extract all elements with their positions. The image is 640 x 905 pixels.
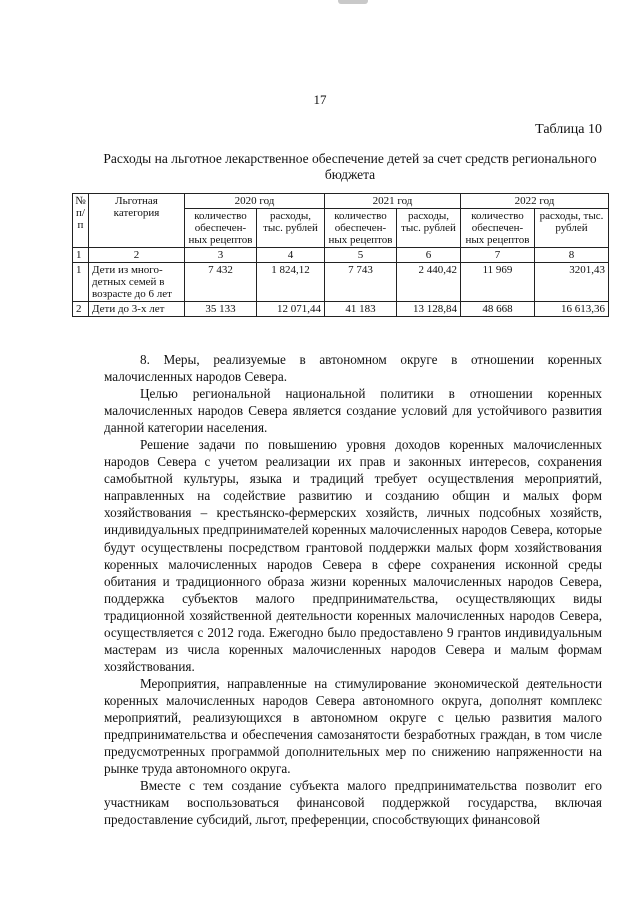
header-year-2022: 2022 год [461, 194, 609, 209]
index-cell: 4 [257, 248, 325, 263]
row-value: 2 440,42 [397, 263, 461, 302]
index-cell: 7 [461, 248, 535, 263]
index-cell: 3 [185, 248, 257, 263]
row-category: Дети из много-детных семей в возрасте до 6 лет [89, 263, 185, 302]
header-cost-2020: расходы, тыс. рублей [257, 209, 325, 248]
header-qty-2022: количество обеспечен-ных рецептов [461, 209, 535, 248]
row-value: 7 743 [325, 263, 397, 302]
header-qty-2021: количество обеспечен-ных рецептов [325, 209, 397, 248]
index-cell: 2 [89, 248, 185, 263]
table-row [73, 302, 609, 317]
row-value: 16 613,36 [535, 302, 609, 317]
header-cost-2022: расходы, тыс. рублей [535, 209, 609, 248]
row-category: Дети до 3-х лет [89, 302, 185, 317]
row-value: 41 183 [325, 302, 397, 317]
header-qty-2020: количество обеспечен-ных рецептов [185, 209, 257, 248]
header-cost-2021: расходы, тыс. рублей [397, 209, 461, 248]
expenses-table [72, 193, 609, 317]
row-value: 1 824,12 [257, 263, 325, 302]
index-cell: 5 [325, 248, 397, 263]
table-title: Расходы на льготное лекарственное обеспечение детей за счет средств регионального бюджета [103, 151, 597, 182]
table-label: Таблица 10 [535, 122, 602, 137]
header-year-2021: 2021 год [325, 194, 461, 209]
header-category: Льготная категория [89, 194, 185, 248]
index-cell: 1 [73, 248, 89, 263]
paragraph: Вместе с тем создание субъекта малого предпринимательства позволит его участникам воспользоваться финансовой поддержкой государства, включая предоставление субсидий, льгот, преференции, способствующих финансовой [104, 778, 602, 828]
row-value: 3201,43 [535, 263, 609, 302]
table-row [73, 263, 609, 302]
header-row-years [73, 194, 609, 209]
page-number: 17 [313, 92, 327, 107]
paragraph: Целью региональной национальной политики в отношении коренных малочисленных народов Севера является создание условий для устойчивого развития данной категории населения. [104, 386, 602, 436]
row-value: 35 133 [185, 302, 257, 317]
row-value: 48 668 [461, 302, 535, 317]
scan-mark [338, 0, 368, 4]
section-heading: 8. Меры, реализуемые в автономном округе в отношении коренных малочисленных народов Севера. [104, 352, 602, 385]
index-row [73, 248, 609, 263]
index-cell: 8 [535, 248, 609, 263]
row-value: 7 432 [185, 263, 257, 302]
paragraph: Мероприятия, направленные на стимулирование экономической деятельности коренных малочисленных народов Севера автономного округа, дополнят комплекс мероприятий, реализующихся в автономном округе с целью развития малого предпринимательства и обеспечения самозанятости безработных граждан, в том числе предусмотренных программой дополнительных мер по снижению напряженности на рынке труда автономного округа. [104, 675, 602, 777]
index-cell: 6 [397, 248, 461, 263]
row-value: 12 071,44 [257, 302, 325, 317]
row-value: 11 969 [461, 263, 535, 302]
row-num: 1 [73, 263, 89, 302]
paragraph: Решение задачи по повышению уровня доходов коренных малочисленных народов Севера с учетом реализации их прав и законных интересов, сохранения самобытной культуры, языка и традиций требует осуществления мероприятий, направленных на содействие развитию и созданию общин и малых форм хозяйствования – крестьянско-фермерских хозяйств, личных подсобных хозяйств, индивидуальных предпринимателей коренных малочисленных народов Севера, которые будут осуществлены посредством грантовой поддержки малых форм хозяйствования коренных малочисленных народов Севера в сфере сохранения исконной среды обитания и традиционного образа жизни коренных малочисленных народов Севера, поддержка субъектов малого предпринимательства, осуществляющих виды традиционной хозяйственной деятельности коренных малочисленных народов Севера, осуществляется с 2012 года. Ежегодно было предоставлено 9 грантов индивидуальным мастерам из числа коренных малочисленных народов Севера и малым формам хозяйствования. [104, 437, 602, 674]
header-num: № п/п [73, 194, 89, 248]
row-num: 2 [73, 302, 89, 317]
header-year-2020: 2020 год [185, 194, 325, 209]
row-value: 13 128,84 [397, 302, 461, 317]
body-text [104, 351, 602, 828]
